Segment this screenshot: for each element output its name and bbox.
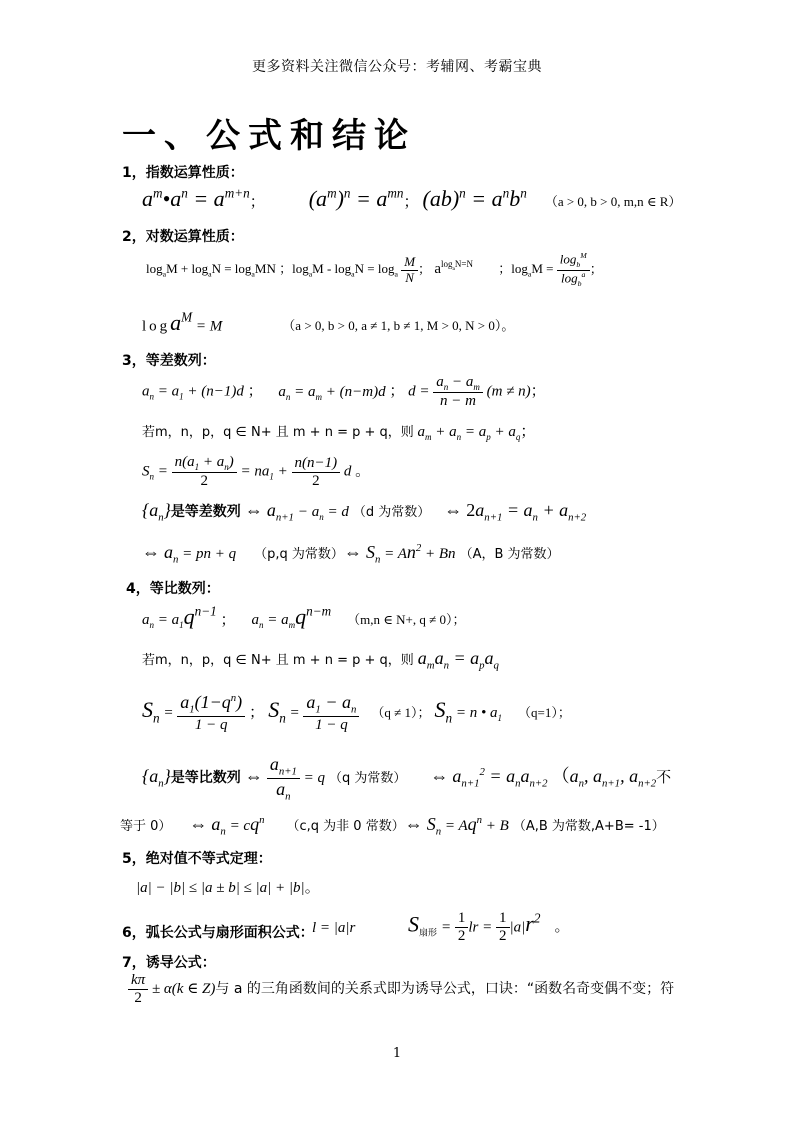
arc-length-formula: l = |a|r	[312, 920, 356, 936]
log-formula-line2: loga$^M$ = M （a > 0, b > 0, a ≠ 1, b ≠ 1, M > 0, N > 0）。	[142, 310, 515, 336]
section-7-heading: 7，诱导公式：	[122, 955, 216, 971]
gp-sum-formulas: $S_n$ = $\frac{a_1(1-q^n)}{1 - q}$ ； $S_n$ = $\frac{a_1 - a_n}{1 - q}$ （q ≠ 1）； $S_n = n$ • $a_1$ （q=1）；	[142, 692, 571, 733]
section-2-heading: 2，对数运算性质：	[122, 229, 244, 245]
log-formulas-line1: $\log_aM + \log_aN = \log_aMN$ ；$\log_aM - \log_aN = \log_a$ $\frac{M}{N}$ ； $a^{log_aN=N}$ ；$\log_aM$ = $\frac{\log_b^M}{\log_b^a}$ ；	[146, 251, 603, 288]
section-3-heading: 3，等差数列：	[122, 353, 216, 369]
gp-definition: $\{a_n\}$是等比数列 ⇔ $\frac{a_{n+1}}{a_n}$ = q （q 为常数） ⇔ $a_{n+1}^2 = a_na_{n+2}$ （$a_n$, $a_{n+1}$, $a_{n+2}$不	[142, 754, 672, 803]
exponent-formulas: $a^m•a^n = a^{m+n}$； $(a^m)^n = a^{mn}$； $(ab)^n = a^nb^n$ （a > 0, b > 0, m,n ∈ R）	[142, 186, 682, 212]
page-number: 1	[392, 1046, 402, 1061]
abs-inequality: |a| − |b| ≤ |a ± b| ≤ |a| + |b|。	[136, 880, 320, 896]
page-header: 更多资料关注微信公众号：考辅网、考霸宝典	[252, 59, 542, 75]
section-6-heading: 6，弧长公式与扇形面积公式：	[122, 925, 314, 941]
section-5-heading: 5，绝对值不等式定理：	[122, 851, 272, 867]
gp-property: 若m，n，p，q ∈ N+ 且 m + n = p + q，则 $a_ma_n = a_pa_q$	[142, 648, 499, 672]
sector-area-formula: $S_{扇形}$ = $\frac{1}{2}$ lr = $\frac{1}{2}$ $|a|r^2$ 。	[408, 910, 570, 945]
section-4-heading: 4，等比数列：	[126, 581, 220, 597]
induction-formula-text: $\frac{k\pi}{2}$ ± α(k ∈ Z)与 a 的三角函数间的关系式即为诱导公式，口诀：“函数名奇变偶不变；符	[128, 972, 674, 1008]
gp-general-formulas: $a_n = a_1q^{n-1}$ ； $a_n = a_mq^{n-m}$ （m,n ∈ N+, q ≠ 0）；	[142, 604, 466, 631]
section-1-heading: 1，指数运算性质：	[122, 165, 244, 181]
ap-definition: $\{a_n\}$是等差数列 ⇔ $a_{n+1} - a_n = d$ （d 为常数） ⇔ $2a_{n+1} = a_n + a_{n+2}$	[142, 500, 587, 524]
ap-equivalents: ⇔ $a_n$ = pn + q （p,q 为常数）⇔ $S_n = An^2 + Bn$ （A，B 为常数）	[142, 542, 560, 566]
gp-equivalents: 等于 0） ⇔ $a_n = cq^n$ （c,q 为非 0 常数）⇔ $S_n = Aq^n + B$ （A,B 为常数,A+B= -1）	[120, 814, 665, 838]
ap-general-formulas: $a_n = a_1 + (n-1)d$ ； $a_n = a_m + (n-m)d$ ； d = $\frac{a_n - a_m}{n - m}$ (m ≠ n)；	[142, 374, 546, 410]
ap-property: 若m，n，p，q ∈ N+ 且 m + n = p + q，则 $a_m + a_n = a_p + a_q$；	[142, 424, 536, 442]
page-title: 一、公式和结论	[122, 116, 416, 156]
ap-sum-formula: $S_n$ = $\frac{n(a_1 + a_n)}{2}$ = $na_1$ + $\frac{n(n-1)}{2}$ d 。	[142, 454, 371, 490]
